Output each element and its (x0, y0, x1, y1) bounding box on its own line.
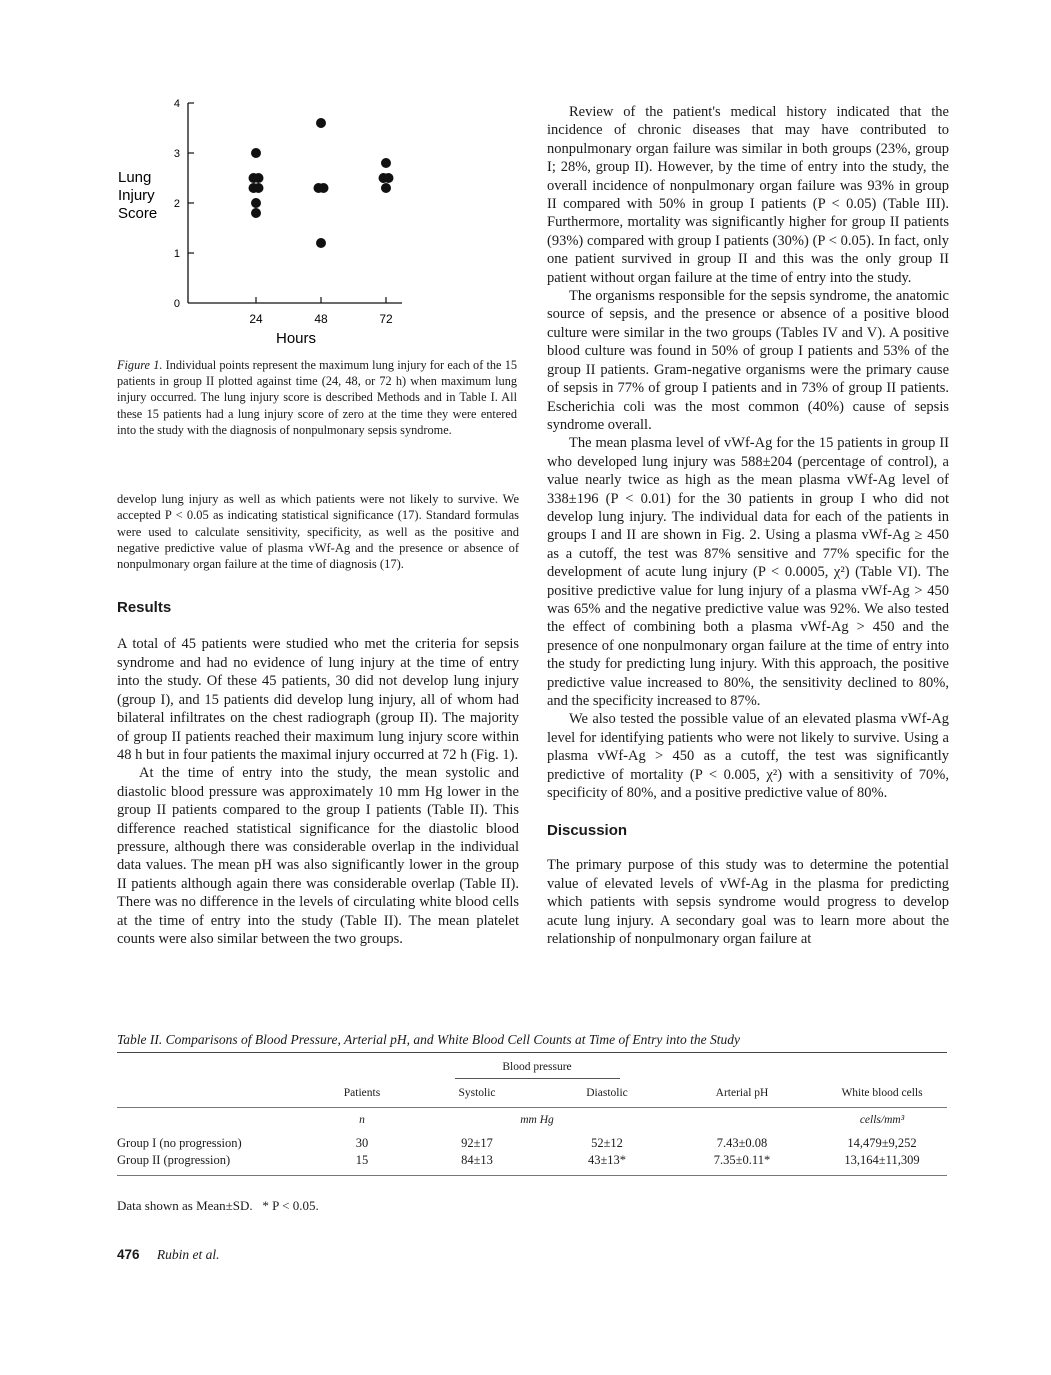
methods-continued: develop lung injury as well as which patients were not likely to survive. We accepted P < 0.05 as indicating statistical significance (17). Standard formulas were used to calculate sensitivity, specificity, as well as the positive and negative predictive value of plasma vWf-Ag and the presence or absence of nonpulmonary organ failure at the time of diagnosis (17). (117, 492, 519, 572)
right-paragraph-2: The organisms responsible for the sepsis syndrome, the anatomic source of sepsis, and the presence or absence of a positive blood culture were similar in the two groups (Tables IV and V). A positive blood culture was found in 50% of group I patients and 53% of the group II patients. Gram-negative organisms were the primary cause of sepsis in 77% of group I patients and in 73% of group II patients. Escherichia coli was the most common (40%) cause of sepsis syndrome overall. (547, 288, 949, 433)
data-point (251, 198, 261, 208)
cell-ph: 7.35±0.11* (713, 1153, 771, 1167)
blood-pressure-header: Blood pressure (455, 1061, 620, 1079)
figure-caption-text: Individual points represent the maximum lung injury for each of the 15 patients in group II plotted against time (24, 48, or 72 h) when maximum lung injury occurred. The lung injury score is described Methods and in Table I. All these 15 patients had a lung injury score of zero at the time they were entered into the study with the diagnosis of nonpulmonary sepsis syndrome. (117, 358, 517, 437)
data-point (251, 148, 261, 158)
page-number: 476 (117, 1247, 140, 1262)
y-axis-title-line-2: Injury (118, 187, 155, 204)
data-point (316, 238, 326, 248)
header-arterial-ph: Arterial pH (715, 1086, 769, 1099)
cell-wbc: 14,479±9,252 (847, 1135, 917, 1150)
data-point (381, 158, 391, 168)
figure-caption (117, 357, 517, 438)
y-tick-label: 0 (173, 298, 180, 310)
results-paragraph-2: At the time of entry into the study, the mean systolic and diastolic blood pressure was approximately 10 mm Hg lower in the group II patients compared to the group I patients (Table II). This difference reached statistical significance for the diastolic blood pressure, although there was considerable overlap in the individual data values. The mean pH was also significantly lower in the group II patients although again there was considerable overlap (Table II). There was no difference in the levels of circulating white blood cells at the time of entry into the study (Table II). The mean platelet counts were also similar between the two groups. (117, 765, 519, 947)
cell-systolic: 84±13 (461, 1153, 493, 1167)
y-tick-label: 1 (173, 248, 180, 260)
unit-cells: cells/mm³ (859, 1114, 905, 1127)
y-axis-title-line-1: Lung (118, 169, 152, 186)
x-tick-label: 48 (314, 312, 328, 326)
running-authors: Rubin et al. (156, 1247, 220, 1262)
data-point (251, 208, 261, 218)
header-patients: Patients (343, 1086, 381, 1099)
data-point (316, 118, 326, 128)
cell-n: 30 (355, 1135, 369, 1150)
cell-ph: 7.43±0.08 (716, 1135, 768, 1150)
discussion-paragraph-1: The primary purpose of this study was to determine the potential value of elevated levels of vWf-Ag in the plasma for predicting which patients with sepsis syndrome would progress to develop acute lung injury. A secondary goal was to learn more about the relationship of nonpulmonary organ failure at (547, 857, 949, 948)
cell-diastolic: 43±13* (587, 1153, 627, 1167)
figure-1-chart (110, 95, 410, 350)
data-point (381, 183, 391, 193)
data-point (384, 173, 394, 183)
x-tick-label: 24 (249, 312, 263, 326)
table-row (117, 1153, 947, 1175)
right-paragraph-1: Review of the patient's medical history indicated that the incidence of chronic diseases that may have contributed to nonpulmonary organ failure was similar in both groups (23%, group I; 28%, group II). However, by the time of entry into the study, the overall incidence of nonpulmonary organ failure was 93% in group II compared with 50% in group I patients (P < 0.05) (Table III). Furthermore, mortality was significantly higher for group II patients (93%) compared with group I patients (30%) (P < 0.05). In fact, only one patient survived in group II and this was the only group II patient without organ failure at the time of entry into the study. (547, 104, 949, 286)
header-systolic: Systolic (458, 1086, 496, 1099)
table-2 (117, 1032, 947, 1214)
data-point (254, 173, 264, 183)
discussion-heading: Discussion (547, 822, 628, 840)
right-paragraph-3: The mean plasma level of vWf-Ag for the 15 patients in group II who developed lung injury was 588±204 (percentage of control), a value nearly twice as high as the mean plasma vWf-Ag level of 338±196 (P < 0.01) for the 30 patients in group I who did not develop lung injury. The individual data for each of the patients in groups I and II are shown in Fig. 2. Using a plasma vWf-Ag ≥ 450 as a cutoff, the test was 87% sensitive and 77% specific for the development of acute lung injury (P < 0.0005, χ²) (Table VI). The positive predictive value for lung injury of a plasma vWf-Ag > 450 was 65% and the negative predictive value was 92%. We also tested the effect of combining both a plasma vWf-Ag > 450 and the presence of one nonpulmonary organ failure at the time of entry into the study for predicting lung injury. With this approach, the positive predictive value increased to 80%, the sensitivity declined to 80%, and the specificity increased to 87%. (547, 435, 949, 709)
data-point (319, 183, 329, 193)
header-white-blood-cells: White blood cells (841, 1086, 923, 1099)
unit-n: n (359, 1114, 365, 1127)
cell-diastolic: 52±12 (591, 1135, 623, 1150)
row-label: Group I (no progression) (117, 1135, 242, 1150)
right-paragraph-4: We also tested the possible value of an elevated plasma vWf-Ag level for identifying patients who were not likely to survive. Using a plasma vWf-Ag > 450 as a cutoff, the test was significantly predictive of mortality (P < 0.005, χ²) with a sensitivity of 70%, specificity of 80%, and a positive predictive value of 80%. (547, 711, 949, 802)
y-tick-label: 2 (173, 198, 180, 210)
table-footnote: Data shown as Mean±SD. * P < 0.05. (117, 1197, 319, 1213)
x-axis-title: Hours (275, 330, 317, 347)
y-tick-label: 3 (173, 148, 180, 160)
cell-wbc: 13,164±11,309 (844, 1153, 920, 1167)
results-heading: Results (117, 599, 172, 617)
header-diastolic: Diastolic (586, 1086, 628, 1099)
right-column (547, 103, 949, 948)
chart-axes (188, 103, 402, 303)
left-column (117, 491, 519, 948)
y-tick-label: 4 (173, 98, 180, 110)
cell-systolic: 92±17 (461, 1135, 493, 1150)
cell-n: 15 (355, 1153, 369, 1167)
unit-mmhg: mm Hg (520, 1114, 554, 1127)
row-label: Group II (progression) (117, 1153, 231, 1167)
y-axis-title-line-3: Score (118, 205, 158, 222)
data-point (254, 183, 264, 193)
figure-caption-label: Figure 1. (117, 358, 163, 372)
x-tick-label: 72 (379, 312, 393, 326)
table-row (117, 1133, 947, 1153)
page-footer (117, 1247, 220, 1263)
table-2-grid (117, 1053, 947, 1176)
results-paragraph-1: A total of 45 patients were studied who met the criteria for sepsis syndrome and had no evidence of lung injury at the time of entry into the study. Of these 45 patients, 30 did not develop lung injury (group I), and 15 patients did develop lung injury, all of whom had bilateral infiltrates on the chest radiograph (group II). The majority of group II patients reached their maximum lung injury score within 48 h but in four patients the maximal injury occurred at 72 h (Fig. 1). (117, 636, 519, 763)
table-title: Table II. Comparisons of Blood Pressure, Arterial pH, and White Blood Cell Counts at Time of Entry into the Study (117, 1032, 740, 1047)
